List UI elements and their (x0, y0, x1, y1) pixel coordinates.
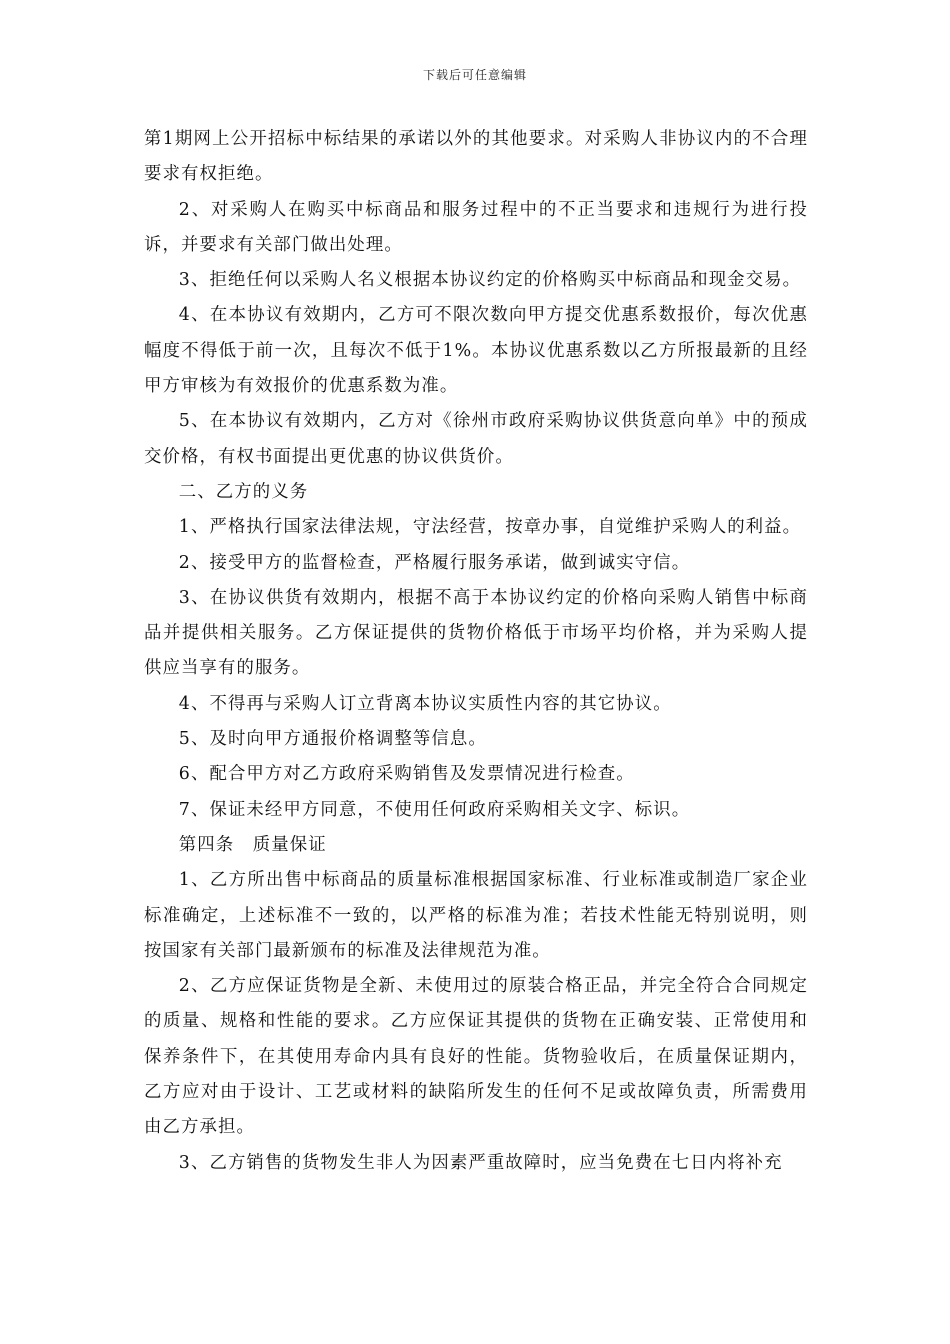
paragraph: 2、对采购人在购买中标商品和服务过程中的不正当要求和违规行为进行投诉，并要求有关部门做出处理。 (144, 199, 808, 255)
paragraph: 1、严格执行国家法律法规，守法经营，按章办事，自觉维护采购人的利益。 (178, 517, 802, 538)
paragraph: 3、拒绝任何以采购人名义根据本协议约定的价格购买中标商品和现金交易。 (178, 270, 802, 291)
paragraph: 5、在本协议有效期内，乙方对《徐州市政府采购协议供货意向单》中的预成交价格，有权书面提出更优惠的协议供货价。 (144, 411, 808, 467)
paragraph: 2、乙方应保证货物是全新、未使用过的原装合格正品，并完全符合合同规定的质量、规格和性能的要求。乙方应保证其提供的货物在正确安装、正常使用和保养条件下，在其使用寿命内具有良好的性能。货物验收后，在质量保证期内，乙方应对由于设计、工艺或材料的缺陷所发生的任何不足或故障负责，所需费用由乙方承担。 (144, 976, 808, 1138)
paragraph: 2、接受甲方的监督检查，严格履行服务承诺，做到诚实守信。 (178, 552, 691, 573)
paragraph: 3、乙方销售的货物发生非人为因素严重故障时，应当免费在七日内将补充 (178, 1152, 783, 1173)
paragraph: 4、不得再与采购人订立背离本协议实质性内容的其它协议。 (178, 693, 672, 714)
paragraph: 6、配合甲方对乙方政府采购销售及发票情况进行检查。 (178, 764, 635, 785)
article-heading: 第四条 质量保证 (178, 834, 327, 855)
paragraph: 第1期网上公开招标中标结果的承诺以外的其他要求。对采购人非协议内的不合理要求有权拒绝。 (144, 129, 808, 185)
paragraph: 1、乙方所出售中标商品的质量标准根据国家标准、行业标准或制造厂家企业标准确定，上述标准不一致的，以严格的标准为准；若技术性能无特别说明，则按国家有关部门最新颁布的标准及法律规范为准。 (144, 870, 808, 961)
paragraph: 3、在协议供货有效期内，根据不高于本协议约定的价格向采购人销售中标商品并提供相关服务。乙方保证提供的货物价格低于市场平均价格，并为采购人提供应当享有的服务。 (144, 587, 808, 679)
section-heading: 二、乙方的义务 (178, 481, 309, 502)
page-header: 下载后可任意编辑 (422, 68, 527, 82)
paragraph: 5、及时向甲方通报价格调整等信息。 (178, 729, 487, 750)
paragraph: 4、在本协议有效期内，乙方可不限次数向甲方提交优惠系数报价，每次优惠幅度不得低于前一次，且每次不低于1%。本协议优惠系数以乙方所报最新的且经甲方审核为有效报价的优惠系数为准。 (144, 305, 808, 397)
paragraph: 7、保证未经甲方同意，不使用任何政府采购相关文字、标识。 (178, 799, 691, 820)
document-body (144, 122, 808, 1181)
